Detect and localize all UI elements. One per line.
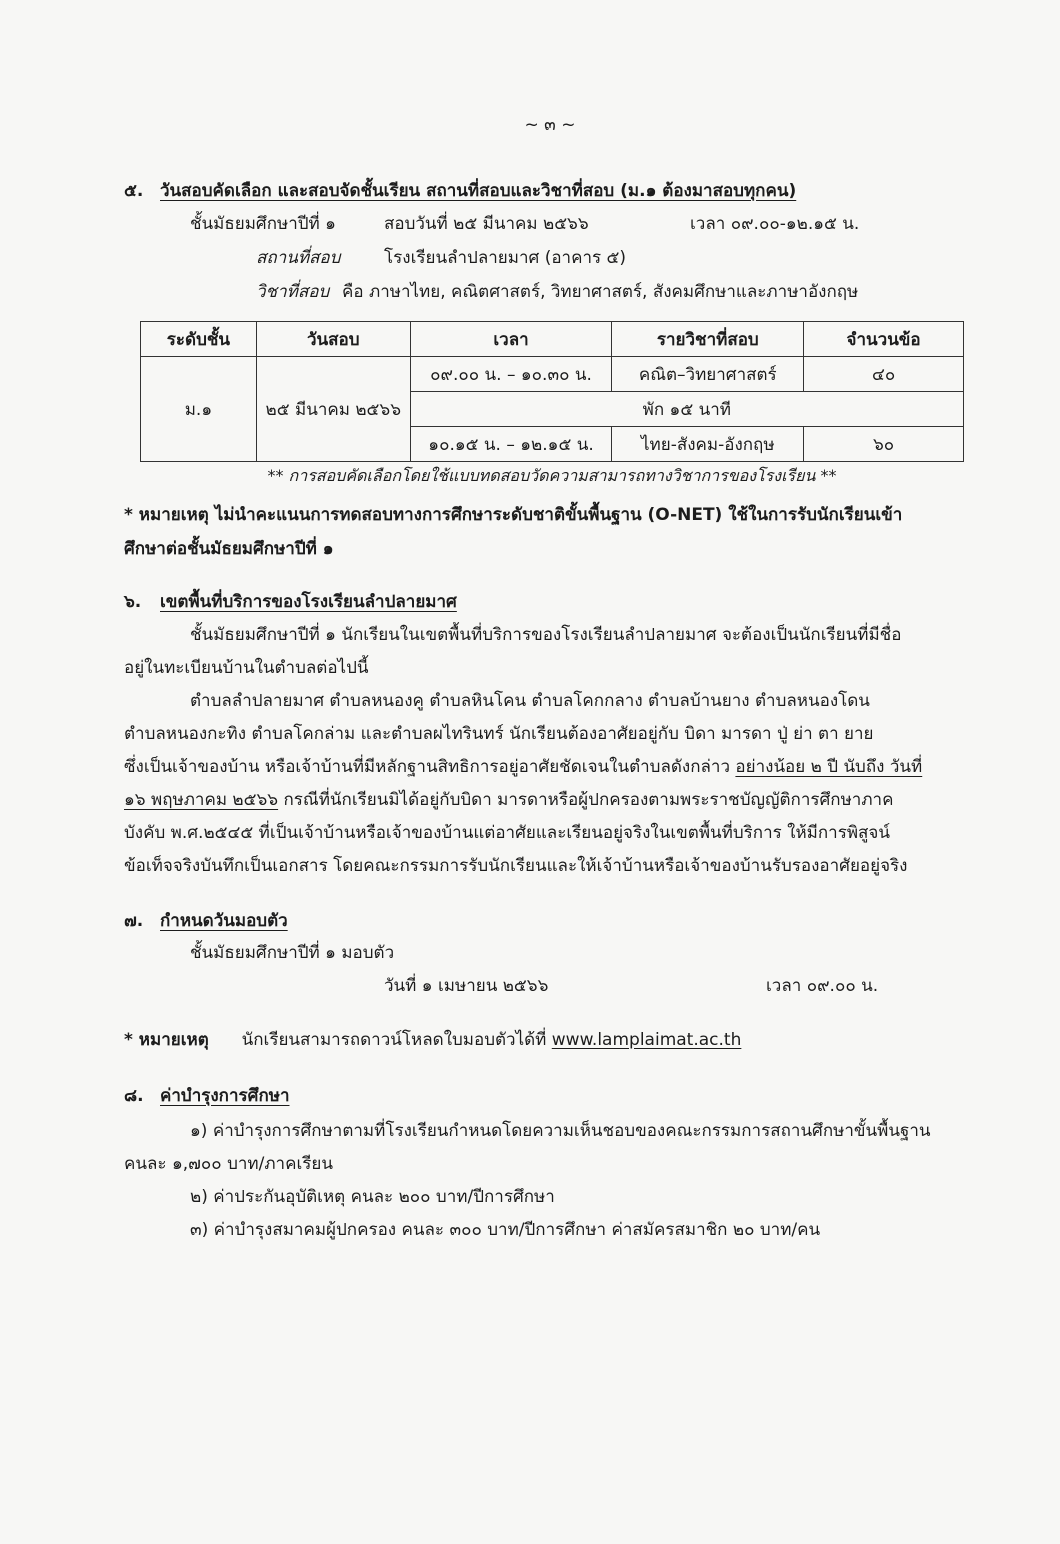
s6-line3-text: ซึ่งเป็นเจ้าของบ้าน หรือเจ้าบ้านที่มีหลักฐานสิทธิการอยู่อาศัยชัดเจนในตำบลดังกล่าว [124,757,731,777]
download-remark [124,1032,741,1049]
cell-exam-date: ๒๕ มีนาคม ๒๕๖๖ [256,357,410,462]
section-7-number: ๗. [124,911,144,931]
s6-paragraph2-line2: ตำบลหนองกะทิง ตำบลโคกล่าม และตำบลผไทรินทร์ นักเรียนต้องอาศัยอยู่กับ บิดา มารดา ปู่ ย่า ตา ยาย [124,724,874,744]
s6-deadline-underlined: อย่างน้อย ๒ ปี นับถึง วันที่ [735,757,923,777]
s6-paragraph1-line2: อยู่ในทะเบียนบ้านในตำบลต่อไปนี้ [124,658,369,678]
header-subject: รายวิชาที่สอบ [612,322,804,357]
subjects-value: คือ ภาษาไทย, คณิตศาสตร์, วิทยาศาสตร์, สังคมศึกษาและภาษาอังกฤษ [342,282,859,302]
cell-time-1: ๐๙.๐๐ น. – ๑๐.๓๐ น. [410,357,612,392]
s6-paragraph2-line3 [124,759,922,776]
section-8-heading: ค่าบำรุงการศึกษา [160,1086,290,1106]
section-6-heading: เขตพื้นที่บริการของโรงเรียนลำปลายมาศ [160,592,457,612]
cell-break: พัก ๑๕ นาที [410,392,963,427]
cell-count-2: ๖๐ [804,427,964,462]
table-row [141,357,964,392]
report-date: วันที่ ๑ เมษายน ๒๕๖๖ [384,976,549,996]
table-header-row [141,322,964,357]
section-5-heading: วันสอบคัดเลือก และสอบจัดชั้นเรียน สถานที่สอบและวิชาที่สอบ (ม.๑ ต้องมาสอบทุกคน) [160,181,797,201]
cell-level: ม.๑ [141,357,257,462]
subjects-label: วิชาที่สอบ [256,282,330,302]
s6-paragraph2-line6: ข้อเท็จจริงบันทึกเป็นเอกสาร โดยคณะกรรมการรับนักเรียนและให้เจ้าบ้านหรือเจ้าของบ้านรับรองอาศัยอยู่จริง [124,856,908,876]
cell-time-2: ๑๐.๑๕ น. – ๑๒.๑๕ น. [410,427,612,462]
table-note: ** การสอบคัดเลือกโดยใช้แบบทดสอบวัดความสามารถทางวิชาการของโรงเรียน ** [267,466,837,485]
fee-item-1-line1: ๑) ค่าบำรุงการศึกษาตามที่โรงเรียนกำหนดโดยความเห็นชอบของคณะกรรมการสถานศึกษาขั้นพื้นฐาน [190,1121,931,1141]
fee-item-1-line2: คนละ ๑,๗๐๐ บาท/ภาคเรียน [124,1154,333,1174]
s6-paragraph1-line1: ชั้นมัธยมศึกษาปีที่ ๑ นักเรียนในเขตพื้นที่บริการของโรงเรียนลำปลายมาศ จะต้องเป็นนักเรียนที่มีชื่อ [190,625,902,645]
cell-count-1: ๔๐ [804,357,964,392]
header-level: ระดับชั้น [141,322,257,357]
cell-subject-2: ไทย-สังคม-อังกฤษ [612,427,804,462]
cell-subject-1: คณิต–วิทยาศาสตร์ [612,357,804,392]
remark-text: นักเรียนสามารถดาวน์โหลดใบมอบตัวได้ที่ [241,1030,547,1050]
remark-onet-line2: ศึกษาต่อชั้นมัธยมศึกษาปีที่ ๑ [124,539,334,559]
section-5-number: ๕. [124,181,144,201]
report-time: เวลา ๐๙.๐๐ น. [766,976,879,996]
section-8-number: ๘. [124,1086,144,1106]
s6-paragraph2-line5: บังคับ พ.ศ.๒๕๔๕ ที่เป็นเจ้าบ้านหรือเจ้าของบ้านแต่อาศัยและเรียนอยู่จริงในเขตพื้นที่บริการ ให้มีการพิสูจน์ [124,823,890,843]
s6-line4-text: กรณีที่นักเรียนมิได้อยู่กับบิดา มารดาหรือผู้ปกครองตามพระราชบัญญัติการศึกษาภาค [283,790,894,810]
header-time: เวลา [410,322,612,357]
header-date: วันสอบ [256,322,410,357]
school-website-link[interactable]: www.lamplaimat.ac.th [551,1030,742,1050]
fee-item-2: ๒) ค่าประกันอุบัติเหตุ คนละ ๒๐๐ บาท/ปีการศึกษา [190,1187,555,1207]
s6-paragraph2-line1: ตำบลลำปลายมาศ ตำบลหนองคู ตำบลหินโคน ตำบลโคกกลาง ตำบลบ้านยาง ตำบลหนองโดน [190,691,870,711]
venue-value: โรงเรียนลำปลายมาศ (อาคาร ๕) [384,248,627,268]
exam-time: เวลา ๐๙.๐๐-๑๒.๑๕ น. [690,214,860,234]
remark-onet-line1: * หมายเหตุ ไม่นำคะแนนการทดสอบทางการศึกษาระดับชาติขั้นพื้นฐาน (O-NET) ใช้ในการรับนักเรียนเข้า [124,505,903,525]
section-7-heading: กำหนดวันมอบตัว [160,911,288,931]
exam-schedule-table [140,321,964,462]
venue-label: สถานที่สอบ [256,248,341,268]
section-6-number: ๖. [124,592,142,612]
s6-deadline-date: ๑๖ พฤษภาคม ๒๕๖๖ [124,790,279,810]
remark-label: * หมายเหตุ [124,1030,209,1050]
page-number: ~ ๓ ~ [524,115,576,135]
s6-paragraph2-line4 [124,792,893,809]
report-grade: ชั้นมัธยมศึกษาปีที่ ๑ มอบตัว [190,943,395,963]
exam-date: สอบวันที่ ๒๕ มีนาคม ๒๕๖๖ [384,214,589,234]
exam-grade: ชั้นมัธยมศึกษาปีที่ ๑ [190,214,336,234]
header-count: จำนวนข้อ [804,322,964,357]
fee-item-3: ๓) ค่าบำรุงสมาคมผู้ปกครอง คนละ ๓๐๐ บาท/ปีการศึกษา ค่าสมัครสมาชิก ๒๐ บาท/คน [190,1220,821,1240]
